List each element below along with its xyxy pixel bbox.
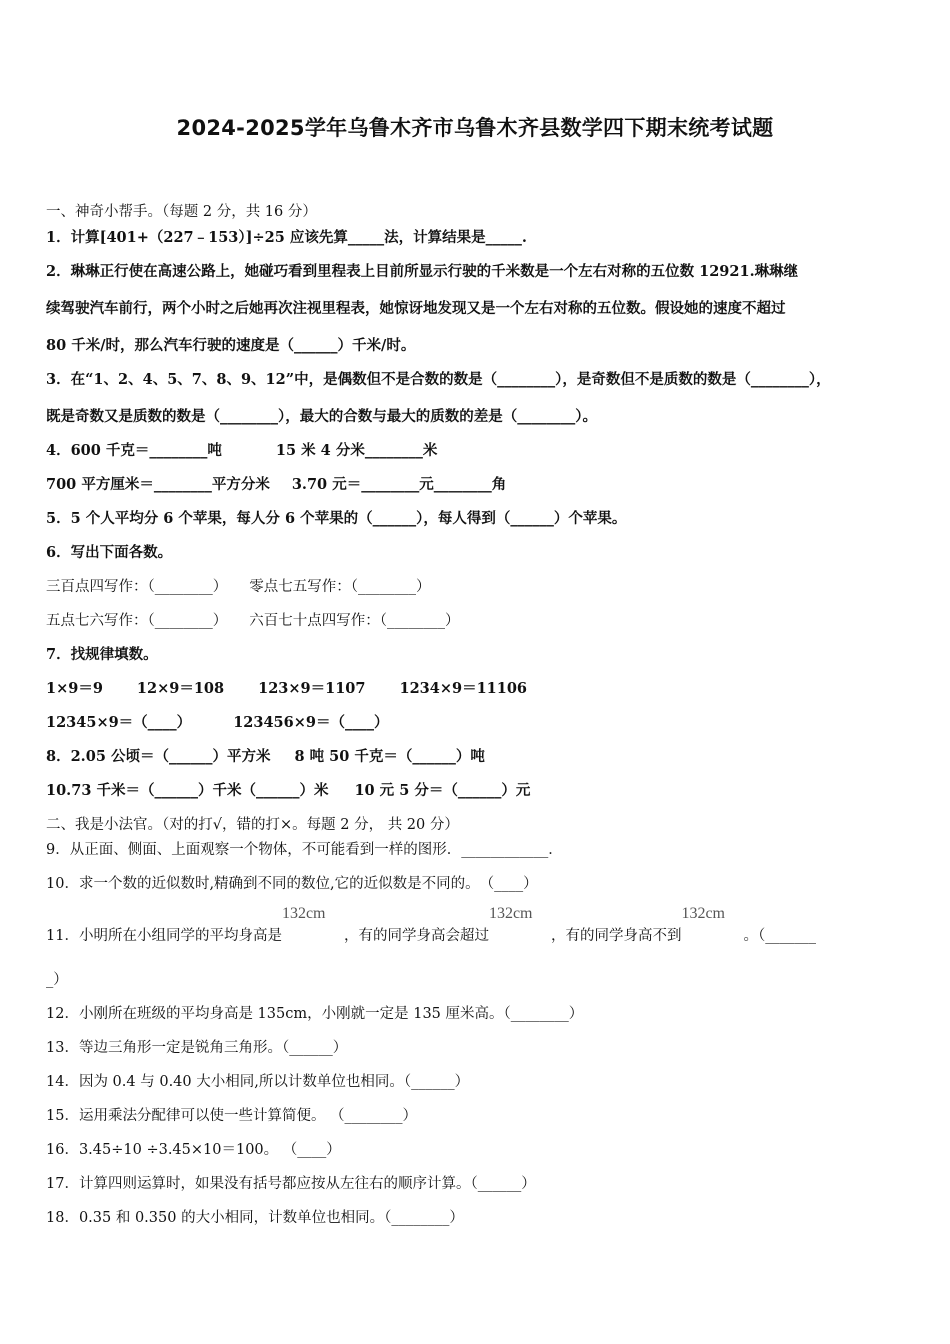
question-6-b: 零点七五写作：（________） bbox=[249, 579, 431, 595]
question-2-line-3: 80 千米/时，那么汽车行驶的速度是（______）千米/时。 bbox=[46, 337, 416, 354]
question-7-e5: 12345×9＝（____） bbox=[46, 714, 192, 731]
question-6-d: 六百七十点四写作：（________） bbox=[249, 613, 460, 629]
question-4-b: 15 米 4 分米________米 bbox=[275, 442, 438, 459]
unit-132cm-2: 132cm bbox=[488, 905, 533, 922]
question-4-d: 3.70 元＝________元________角 bbox=[291, 476, 507, 493]
question-18: 18．0.35 和 0.350 的大小相同，计数单位也相同。（________） bbox=[46, 1210, 464, 1226]
question-7-e1: 1×9＝9 bbox=[46, 680, 103, 697]
question-8-d: 10 元 5 分＝（______）元 bbox=[354, 782, 531, 799]
question-6-a: 三百点四写作：（________） bbox=[46, 579, 228, 595]
question-2-line-1: 2．琳琳正行使在高速公路上，她碰巧看到里程表上目前所显示行驶的千米数是一个左右对称的五位数 12921.琳琳继 bbox=[46, 263, 799, 280]
question-7-e3: 123×9＝1107 bbox=[258, 680, 366, 697]
question-8-row-1 bbox=[46, 747, 485, 767]
question-14: 14．因为 0.4 与 0.40 大小相同,所以计数单位也相同。（______） bbox=[46, 1074, 470, 1090]
question-12: 12．小刚所在班级的平均身高是 135cm，小刚就一定是 135 厘米高。（________） bbox=[46, 1006, 584, 1022]
question-10: 10．求一个数的近似数时,精确到不同的数位,它的近似数是不同的。 （____） bbox=[46, 876, 538, 892]
question-9: 9．从正面、侧面、上面观察一个物体，不可能看到一样的图形．____________． bbox=[46, 842, 563, 858]
question-8-a: 8．2.05 公顷＝（______）平方米 bbox=[46, 748, 271, 765]
question-2-line-2: 续驾驶汽车前行，两个小时之后她再次注视里程表，她惊讶地发现又是一个左右对称的五位数。假设她的速度不超过 bbox=[46, 300, 786, 317]
question-1: 1．计算[401+（227﹣153）]÷25 应该先算_____法，计算结果是_____. bbox=[46, 229, 527, 246]
question-11-part-2: ，有的同学身高会超过 bbox=[343, 928, 489, 944]
question-7-heading: 7．找规律填数。 bbox=[46, 646, 158, 663]
question-4-row-2 bbox=[46, 475, 506, 495]
question-6-row-2 bbox=[46, 611, 460, 631]
question-3-line-1: 3．在“1、2、4、5、7、8、9、12”中，是偶数但不是合数的数是（________），是奇数但不是质数的数是（________）， bbox=[46, 371, 831, 388]
question-11-line-1 bbox=[46, 905, 816, 946]
question-11-line-2: _） bbox=[46, 972, 68, 988]
section-1-heading: 一、神奇小帮手。（每题 2 分，共 16 分） bbox=[46, 204, 317, 220]
question-11-part-4: 。（_______ bbox=[743, 928, 816, 944]
question-6-row-1 bbox=[46, 577, 431, 597]
question-4-a: 4．600 千克＝________吨 bbox=[46, 442, 222, 459]
question-7-row-1 bbox=[46, 679, 527, 699]
question-8-c: 10.73 千米＝（______）千米（______）米 bbox=[46, 782, 329, 799]
question-8-b: 8 吨 50 千克＝（______）吨 bbox=[294, 748, 485, 765]
question-11-part-1: 11．小明所在小组同学的平均身高是 bbox=[46, 928, 282, 944]
question-7-row-2 bbox=[46, 713, 388, 733]
question-7-e6: 123456×9＝（____） bbox=[233, 714, 389, 731]
question-11-part-3: ，有的同学身高不到 bbox=[550, 928, 682, 944]
question-3-line-2: 既是奇数又是质数的数是（________），最大的合数与最大的质数的差是（________）。 bbox=[46, 408, 597, 425]
question-7-e2: 12×9＝108 bbox=[136, 680, 225, 697]
question-6-heading: 6．写出下面各数。 bbox=[46, 544, 173, 561]
question-6-c: 五点七六写作：（________） bbox=[46, 613, 228, 629]
question-17: 17．计算四则运算时，如果没有括号都应按从左往右的顺序计算。（______） bbox=[46, 1176, 536, 1192]
unit-132cm-3: 132cm bbox=[681, 905, 725, 922]
unit-132cm-1: 132cm bbox=[281, 905, 326, 922]
question-4-row-1 bbox=[46, 441, 437, 461]
question-7-e4: 1234×9＝11106 bbox=[399, 680, 528, 697]
question-15: 15．运用乘法分配律可以使一些计算简便。 （________） bbox=[46, 1108, 418, 1124]
question-8-row-2 bbox=[46, 781, 530, 801]
question-4-c: 700 平方厘米＝________平方分米 bbox=[46, 476, 270, 493]
page-title: 2024-2025学年乌鲁木齐市乌鲁木齐县数学四下期末统考试题 bbox=[176, 116, 774, 140]
question-5: 5．5 个人平均分 6 个苹果，每人分 6 个苹果的（______），每人得到（______）个苹果。 bbox=[46, 510, 627, 527]
question-13: 13．等边三角形一定是锐角三角形。（______） bbox=[46, 1040, 348, 1056]
section-2-heading: 二、我是小法官。（对的打√，错的打×。每题 2 分， 共 20 分） bbox=[46, 817, 459, 833]
question-16: 16．3.45÷10 ÷3.45×10＝100。 （____） bbox=[46, 1142, 341, 1158]
